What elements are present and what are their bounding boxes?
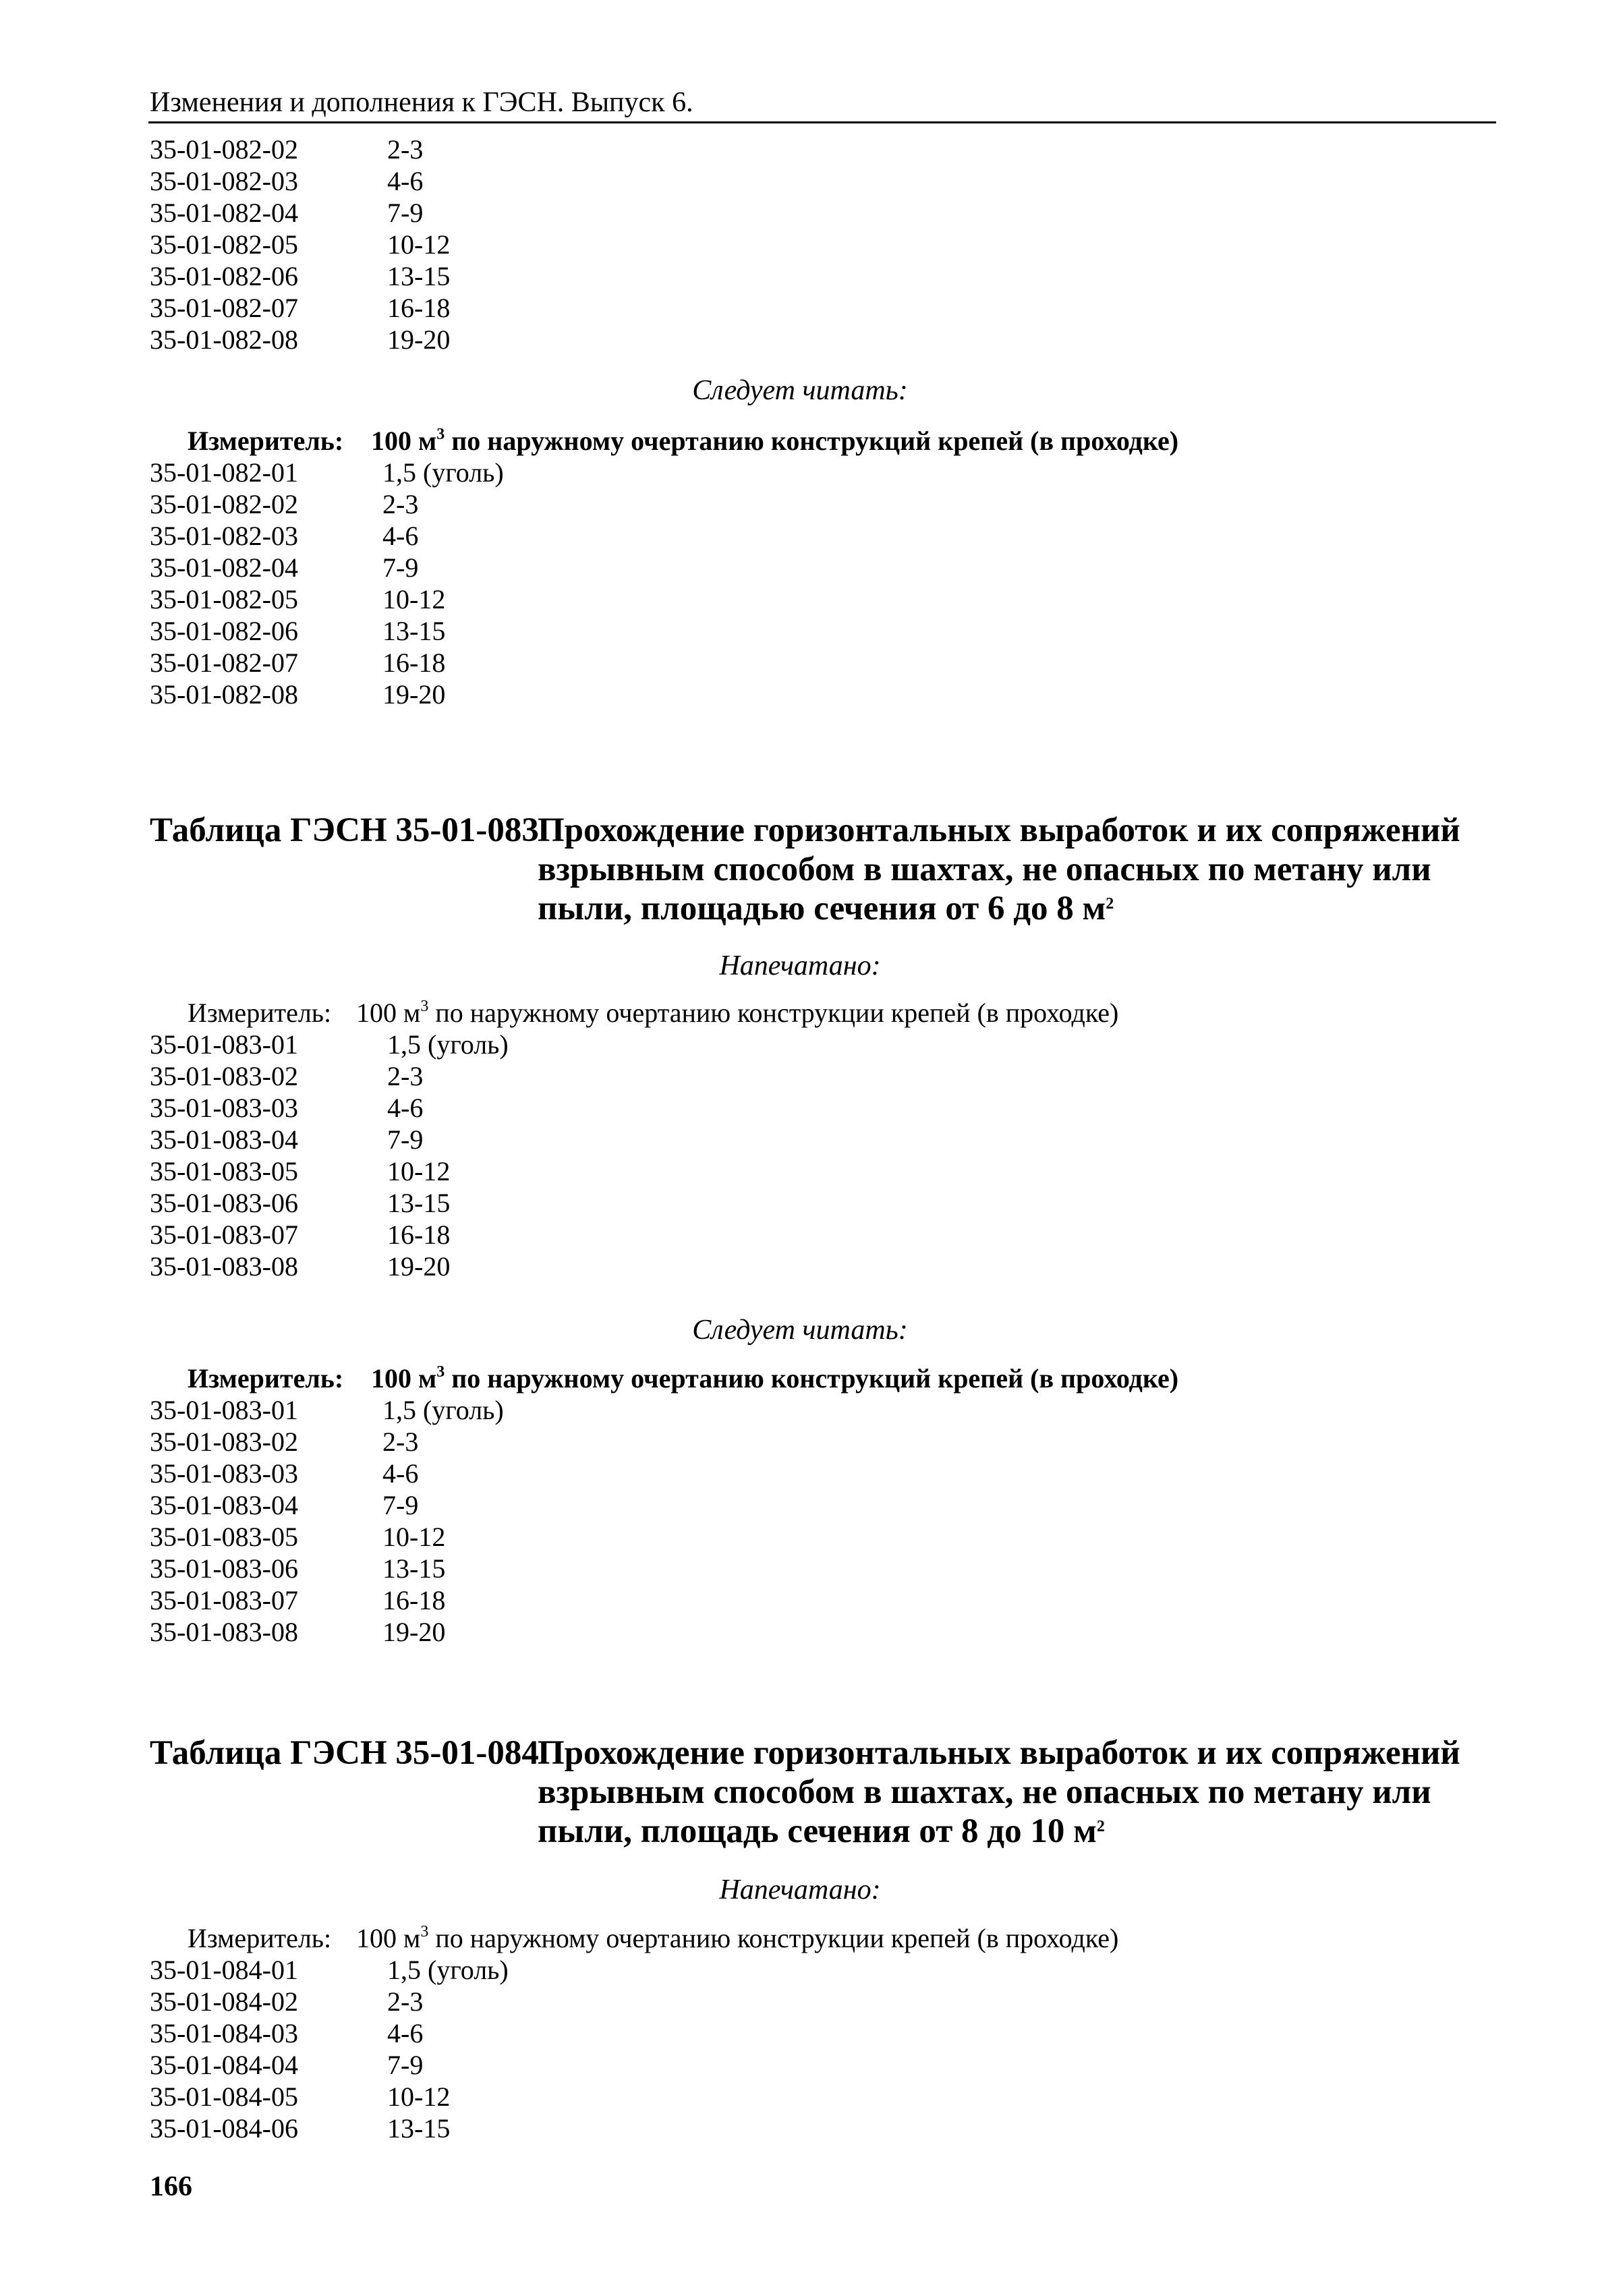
unit-text: 100 $м^3$ по наружному очертанию конструкций крепей (в проходке) bbox=[371, 426, 1179, 456]
caption-printed: Напечатано: bbox=[719, 1874, 881, 1905]
page-number: 166 bbox=[150, 2171, 192, 2202]
caption-should-read: Следует читать: bbox=[692, 375, 908, 406]
table-083-title: Таблица ГЭСН 35-01-083 Прохождение горизонтальных выработок и их сопряжений взрывным способом в шахтах, не опасных по метану или пыли, площадью сечения от 6 до 8 $м^2$ bbox=[150, 811, 1460, 927]
header-rule bbox=[148, 121, 1496, 123]
table-084-title: Таблица ГЭСН 35-01-084 Прохождение горизонтальных выработок и их сопряжений взрывным способом в шахтах, не опасных по метану или пыли, площадь сечения от 8 до 10 $м^2$ bbox=[150, 1734, 1460, 1850]
caption-should-read: Следует читать: bbox=[692, 1315, 908, 1346]
unit-label: Измеритель: bbox=[188, 426, 344, 456]
document-page: Изменения и дополнения к ГЭСН. Выпуск 6. 35-01-082-02 2-3 35-01-082-03 4-6 35-01-082-04 7-9 35-01-082-05 10-12 35-01-082-06 13-15 35-01-082-07 16-18 35-01-082-08 19-20 Следует читать: Измеритель: 100 $м^3$ по наружному очертанию конструкций крепей (в проходке) 35-01-082-01 1,5 (уголь) 35-01-082-02 2-3 35-01-082-03 4-6 35-01-082-04 7-9 35-01-082-05 10-12 35-01-082-06 13-15 35-01-082-07 16-18 35-01-082-08 19-20 Таблица ГЭСН 35-01-083 Прохождение горизонтальных выработок и их сопряжений взрывным способом в шахтах, не опасных по метану или пыли, площадью сечения от 6 до 8 $м^2$ Напечатано: Измеритель: 100 $м^3$ по наружному очертанию конструкции крепей (в проходке) 35-01-083-01 1,5 (уголь) 35-01-083-02 2-3 35-01-083-03 4-6 35-01-083-04 7-9 35-01-083-05 10-12 35-01-083-06 13-15 35-01-083-07 16-18 35-01-083-08 19-20 Следует читать: Измеритель: 100 $м^3$ по наружному очертанию конструкций крепей (в проходке) 35-01-083-01 1,5 (уголь) 35-01-083-02 2-3 35-01-083-03 4-6 35-01-083-04 7-9 35-01-083-05 10-12 35-01-083-06 13-15 35-01-083-07 16-18 35-01-083-08 19-20 Таблица ГЭСН 35-01-084 Прохождение горизонтальных выработок и их сопряжений взрывным способом в шахтах, не опасных по метану или пыли, площадь сечения от 8 до 10 $м^2$ Напечатано: Измеритель: 100 $м^3$ по наружному очертанию конструкции крепей (в проходке) 35-01-084-01 1,5 (уголь) 35-01-084-02 2-3 35-01-084-03 4-6 35-01-084-04 7-9 35-01-084-05 10-12 35-01-084-06 13-15 166 bbox=[0, 0, 1600, 2296]
caption-printed: Напечатано: bbox=[719, 950, 881, 981]
running-head: Изменения и дополнения к ГЭСН. Выпуск 6. bbox=[150, 87, 693, 118]
